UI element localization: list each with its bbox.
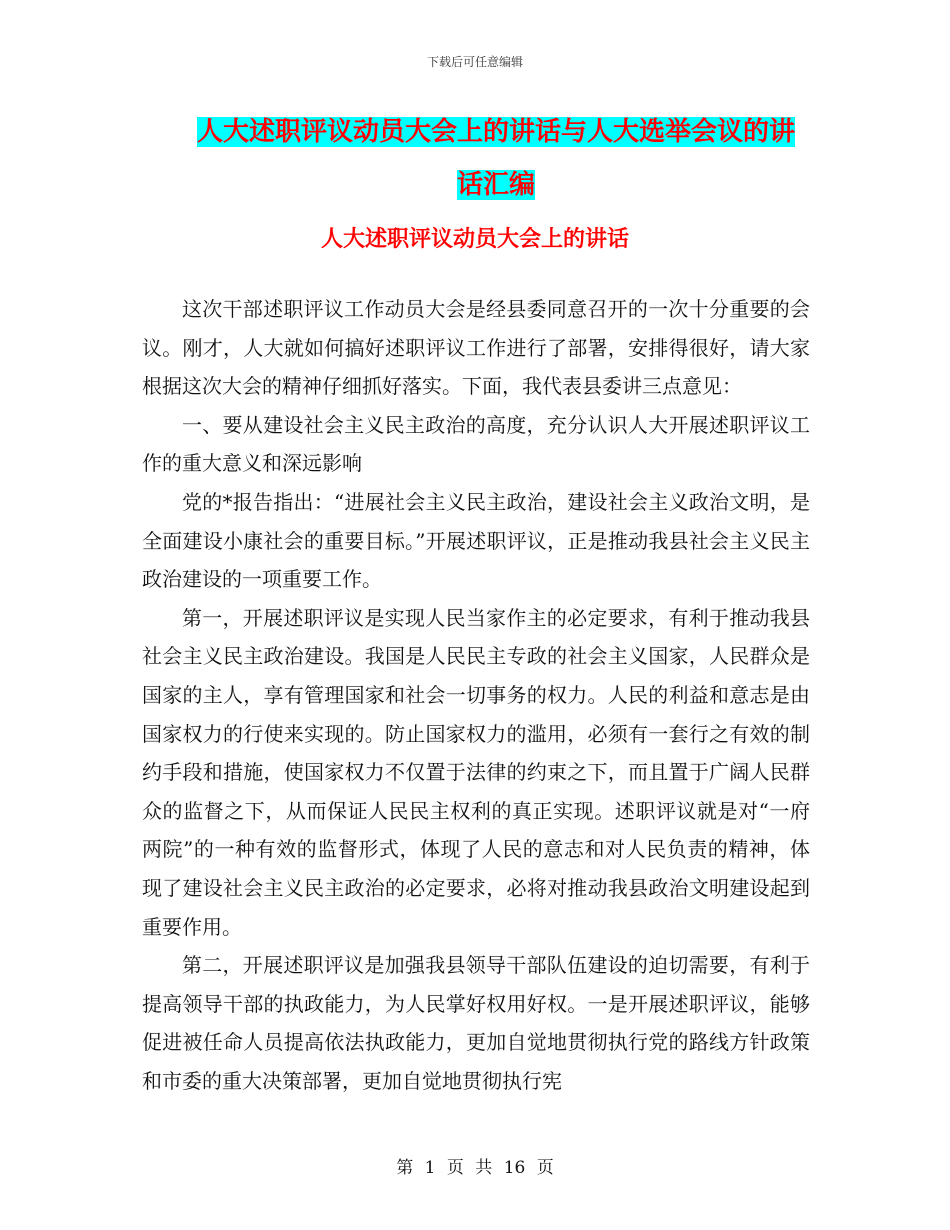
page-footer: 第 1 页 共 16 页 — [396, 1158, 554, 1178]
section-title: 人大述职评议动员大会上的讲话 — [320, 227, 629, 252]
paragraph: 这次干部述职评议工作动员大会是经县委同意召开的一次十分重要的会议。刚才，人大就如何搞好述职评议工作进行了部署，安排得很好，请大家根据这次大会的精神仔细抓好落实。下面，我代表县委讲三点意见： — [142, 297, 810, 399]
paragraph: 党的*报告指出：“进展社会主义民主政治，建设社会主义政治文明，是全面建设小康社会的重要目标。”开展述职评议，正是推动我县社会主义民主政治建设的一项重要工作。 — [142, 489, 810, 592]
header-note: 下载后可任意编辑 — [426, 55, 523, 69]
body-text — [142, 290, 810, 1100]
paragraph: 一、要从建设社会主义民主政治的高度，充分认识人大开展述职评议工作的重大意义和深远影响 — [142, 412, 810, 476]
paragraph: 第一，开展述职评议是实现人民当家作主的必定要求，有利于推动我县社会主义民主政治建设。我国是人民民主专政的社会主义国家，人民群众是国家的主人，享有管理国家和社会一切事务的权力。人民的利益和意志是由国家权力的行使来实现的。防止国家权力的滥用，必须有一套行之有效的制约手段和措施，使国家权力不仅置于法律的约束之下，而且置于广阔人民群众的监督之下，从而保证人民民主权利的真正实现。述职评议就是对“一府两院”的一种有效的监督形式，体现了人民的意志和对人民负责的精神，体现了建设社会主义民主政治的必定要求，必将对推动我县政治文明建设起到重要作用。 — [142, 605, 810, 939]
document-title — [190, 106, 802, 212]
document-title-line-2: 话汇编 — [456, 170, 535, 200]
document-title-line-1: 人大述职评议动员大会上的讲话与人大选举会议的讲 — [196, 117, 795, 147]
paragraph: 第二，开展述职评议是加强我县领导干部队伍建设的迫切需要，有利于提高领导干部的执政能力，为人民掌好权用好权。一是开展述职评议，能够促进被任命人员提高依法执政能力，更加自觉地贯彻执行党的路线方针政策和市委的重大决策部署，更加自觉地贯彻执行宪 — [142, 953, 810, 1093]
